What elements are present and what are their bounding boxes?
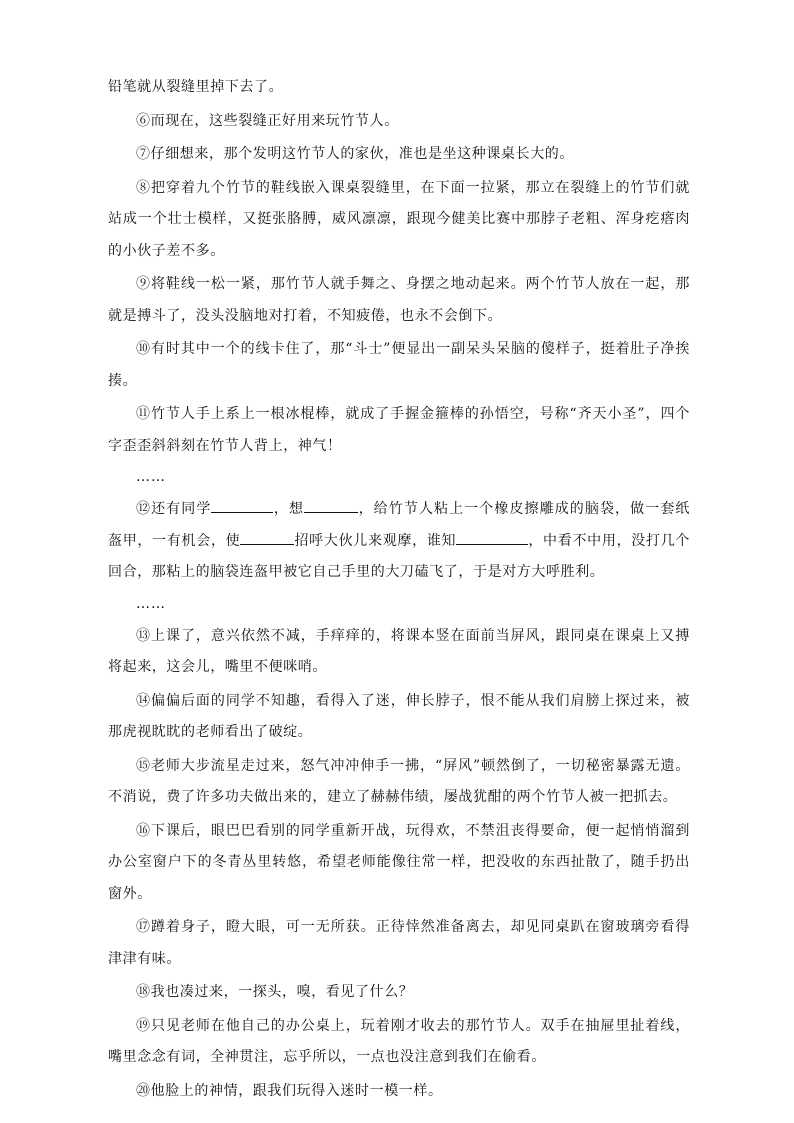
paragraph-text: ，中看不中用，没打几个回合，那粘上的脑袋连盔甲被它自己手里的大刀磕飞了，于是对方大呼胜利。 xyxy=(108,532,690,580)
paragraph-text: 偏偏后面的同学不知趣，看得入了迷，伸长脖子，恨不能从我们肩膀上探过来，被那虎视眈眈的老师看出了破绽。 xyxy=(108,692,690,740)
ellipsis: …… xyxy=(136,595,166,612)
paragraph-text: 而现在，这些裂缝正好用来玩竹节人。 xyxy=(150,112,399,129)
paragraph-number: ⑱ xyxy=(136,984,151,1000)
paragraph-9 xyxy=(108,269,690,332)
paragraph-number: ⑲ xyxy=(136,1017,151,1034)
paragraph-number: ⑥ xyxy=(136,112,151,129)
paragraph-text: 他脸上的神情，跟我们玩得入迷时一模一样。 xyxy=(150,1082,443,1099)
paragraph-text: 仔细想来，那个发明这竹节人的家伙，准也是坐这种课桌长大的。 xyxy=(150,146,575,162)
paragraph-20 xyxy=(108,1076,690,1108)
paragraph-text: 将鞋线一松一紧，那竹节人就手舞之、身摆之地动起来。两个竹节人放在一起，那就是搏斗了，没头没脑地对打着，不知疲倦，也永不会倒下。 xyxy=(108,276,690,324)
paragraph-number: ⑯ xyxy=(136,822,151,839)
paragraph-text: 把穿着九个竹节的鞋线嵌入课桌裂缝里，在下面一拉紧，那立在裂缝上的竹节们就站成一个壮士模样，又挺张胳膊，威风凛凛，跟现今健美比赛中那脖子老粗、浑身疙瘩肉的小伙子差不多。 xyxy=(108,179,690,259)
paragraph-text: 还有同学 xyxy=(151,501,212,517)
paragraph-text: 上课了，意兴依然不减，手痒痒的，将课本竖在面前当屏风，跟同桌在课桌上又搏将起来，这会儿，嘴里不便咪哨。 xyxy=(108,627,690,675)
paragraph-number: ⑮ xyxy=(136,757,151,774)
paragraph-number: ⑪ xyxy=(136,406,151,422)
fill-blank-2[interactable] xyxy=(304,498,358,513)
paragraph-10 xyxy=(108,334,690,397)
paragraph-14 xyxy=(108,686,690,749)
paragraph-number: ⑳ xyxy=(136,1082,151,1099)
paragraph-continued: 铅笔就从裂缝里掉下去了。 xyxy=(108,79,284,95)
paragraph-text: 我也凑过来，一探头，嗅，看见了什么？ xyxy=(150,984,414,1000)
paragraph-12 xyxy=(108,494,690,589)
paragraph-text: ，想 xyxy=(273,501,305,517)
paragraph-text: 竹节人手上系上一根冰棍棒，就成了手握金箍棒的孙悟空，号称“齐天小圣”，四个字歪歪斜斜刻在竹节人背上，神气！ xyxy=(108,406,690,454)
paragraph-16 xyxy=(108,816,690,911)
paragraph-text: ，给竹节人粘上一个橡皮擦雕成的脑袋，做一套纸盔甲，一有机会，使 xyxy=(108,501,690,549)
paragraph-number: ⑭ xyxy=(136,692,151,709)
paragraph-number: ⑫ xyxy=(136,501,152,517)
fill-blank-1[interactable] xyxy=(211,498,273,513)
paragraph-text: 下课后，眼巴巴看别的同学重新开战，玩得欢，不禁沮丧得要命，便一起悄悄溜到办公室窗户下的冬青丛里转悠，希望老师能像往常一样，把没收的东西扯散了，随手扔出窗外。 xyxy=(108,822,690,902)
ellipsis: …… xyxy=(136,469,166,485)
paragraph-text: 有时其中一个的线卡住了，那“斗士”便显出一副呆头呆脑的傻样子，挺着肚子净挨揍。 xyxy=(108,341,690,389)
paragraph-18 xyxy=(108,977,690,1009)
paragraph-19 xyxy=(108,1011,690,1074)
paragraph-text: 招呼大伙儿来观摩，谁知 xyxy=(294,532,457,549)
paragraph-text: 蹲着身子，瞪大眼，可一无所获。正待悻然准备离去，却见同桌趴在窗玻璃旁看得津津有味。 xyxy=(108,919,690,967)
paragraph-number: ⑨ xyxy=(136,276,151,292)
paragraph-text: 老师大步流星走过来，怒气冲冲伸手一拂，“屏风”顿然倒了，一切秘密暴露无遗。不消说，费了许多功夫做出来的，建立了赫赫伟绩，屡战犹酣的两个竹节人被一把抓去。 xyxy=(108,757,690,805)
paragraph-7 xyxy=(108,139,690,171)
paragraph-number: ⑩ xyxy=(136,341,151,357)
paragraph-6 xyxy=(108,106,690,138)
paragraph-15 xyxy=(108,751,690,814)
paragraph-17 xyxy=(108,912,690,975)
document-page xyxy=(108,72,690,1109)
paragraph-number: ⑰ xyxy=(136,919,151,935)
paragraph-number: ⑬ xyxy=(136,627,151,644)
fill-blank-3[interactable] xyxy=(240,530,294,545)
paragraph-number: ⑧ xyxy=(136,179,151,196)
fill-blank-4[interactable] xyxy=(456,530,528,545)
paragraph-11 xyxy=(108,399,690,462)
paragraph-13 xyxy=(108,621,690,684)
paragraph-text: 只见老师在他自己的办公桌上，玩着刚才收去的那竹节人。双手在抽屉里扯着线，嘴里念念有词，全神贯注，忘乎所以，一点也没注意到我们在偷看。 xyxy=(108,1017,690,1065)
paragraph-8 xyxy=(108,173,690,268)
paragraph-number: ⑦ xyxy=(136,146,151,162)
